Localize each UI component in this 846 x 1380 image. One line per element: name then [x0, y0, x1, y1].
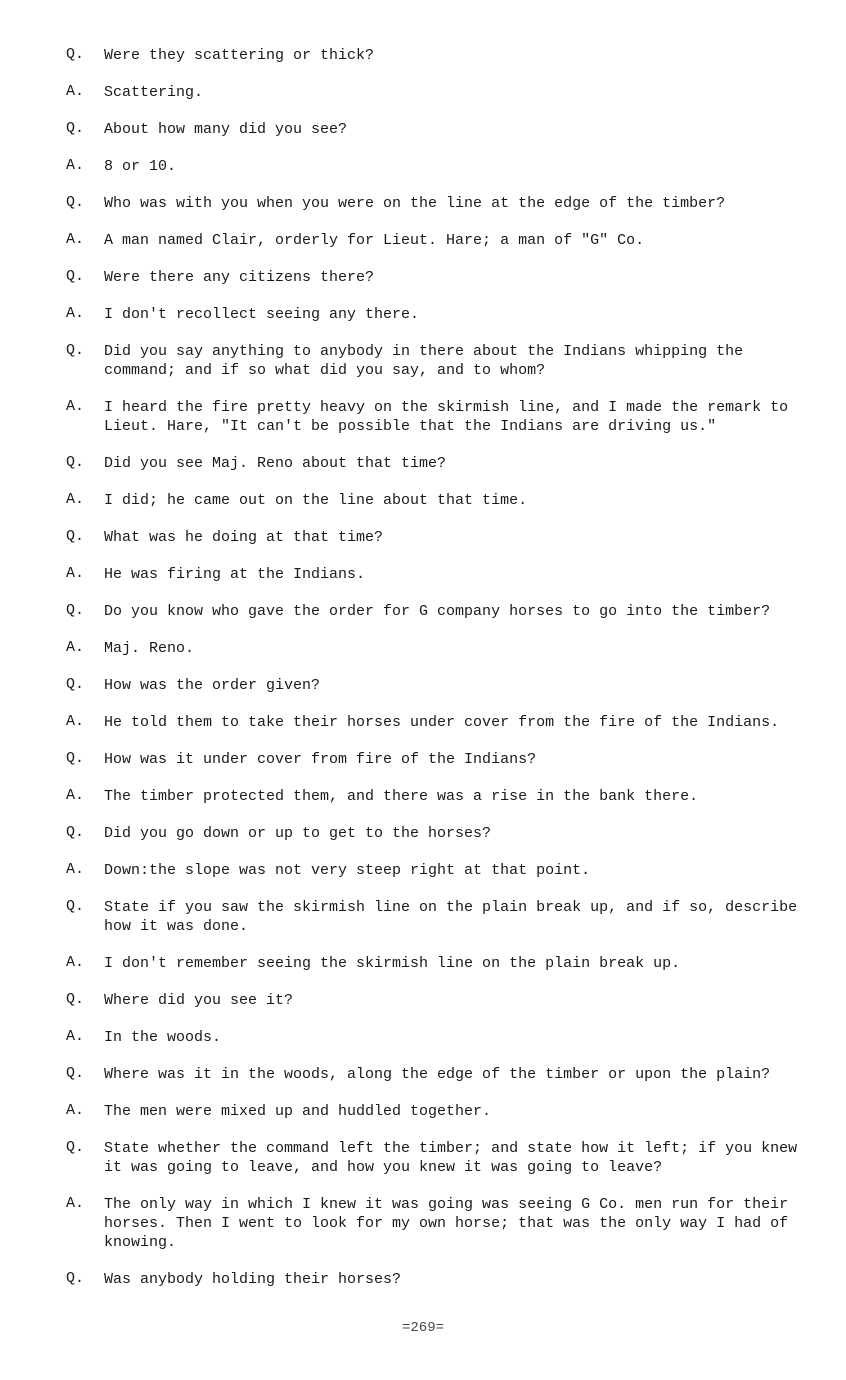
question-entry: [66, 991, 806, 1010]
q-marker: Q.: [66, 342, 85, 359]
question-entry: [66, 750, 806, 769]
question-text: Did you say anything to anybody in there about the Indians whipping the command; and if so what did you say, and to whom?: [104, 343, 744, 379]
answer-text: I don't recollect seeing any there.: [104, 306, 420, 323]
answer-text: In the woods.: [104, 1029, 222, 1046]
question-entry: [66, 268, 806, 287]
question-entry: [66, 342, 806, 380]
question-entry: [66, 120, 806, 139]
q-marker: Q.: [66, 824, 85, 841]
a-marker: A.: [66, 398, 85, 415]
question-text: Was anybody holding their horses?: [104, 1271, 402, 1288]
q-marker: Q.: [66, 898, 85, 915]
a-marker: A.: [66, 639, 85, 656]
question-entry: [66, 1139, 806, 1177]
a-marker: A.: [66, 1102, 85, 1119]
question-text: Where was it in the woods, along the edge of the timber or upon the plain?: [104, 1066, 771, 1083]
answer-text: I did; he came out on the line about that time.: [104, 492, 528, 509]
q-marker: Q.: [66, 1270, 85, 1287]
question-entry: [66, 1270, 806, 1289]
q-marker: Q.: [66, 46, 85, 63]
a-marker: A.: [66, 787, 85, 804]
answer-entry: [66, 1102, 806, 1121]
question-text: Where did you see it?: [104, 992, 294, 1009]
answer-entry: [66, 305, 806, 324]
q-marker: Q.: [66, 194, 85, 211]
question-entry: [66, 454, 806, 473]
a-marker: A.: [66, 491, 85, 508]
question-text: State if you saw the skirmish line on the plain break up, and if so, describe how it was done.: [104, 899, 798, 935]
q-marker: Q.: [66, 454, 85, 471]
question-text: How was the order given?: [104, 677, 321, 694]
page-number: =269=: [401, 1320, 444, 1336]
answer-text: He told them to take their horses under cover from the fire of the Indians.: [104, 714, 780, 731]
question-entry: [66, 528, 806, 547]
answer-text: Maj. Reno.: [104, 640, 195, 657]
question-entry: [66, 194, 806, 213]
answer-entry: [66, 231, 806, 250]
answer-entry: [66, 491, 806, 510]
answer-text: 8 or 10.: [104, 158, 177, 175]
question-text: Did you go down or up to get to the horses?: [104, 825, 492, 842]
a-marker: A.: [66, 157, 85, 174]
answer-text: Scattering.: [104, 84, 204, 101]
answer-entry: [66, 713, 806, 732]
answer-entry: [66, 83, 806, 102]
question-text: Did you see Maj. Reno about that time?: [104, 455, 447, 472]
question-text: Were they scattering or thick?: [104, 47, 375, 64]
answer-text: The only way in which I knew it was going was seeing G Co. men run for their horses. Then I went to look for my own horse; that was the only way I had of knowing.: [104, 1196, 789, 1251]
a-marker: A.: [66, 565, 85, 582]
a-marker: A.: [66, 231, 85, 248]
answer-entry: [66, 1195, 806, 1252]
answer-entry: [66, 398, 806, 436]
q-marker: Q.: [66, 991, 85, 1008]
answer-text: The timber protected them, and there was a rise in the bank there.: [104, 788, 699, 805]
a-marker: A.: [66, 1195, 85, 1212]
q-marker: Q.: [66, 750, 85, 767]
question-text: How was it under cover from fire of the Indians?: [104, 751, 537, 768]
answer-text: He was firing at the Indians.: [104, 566, 366, 583]
answer-entry: [66, 565, 806, 584]
answer-entry: [66, 787, 806, 806]
answer-text: The men were mixed up and huddled together.: [104, 1103, 492, 1120]
question-entry: [66, 46, 806, 65]
question-entry: [66, 898, 806, 936]
question-entry: [66, 824, 806, 843]
answer-entry: [66, 157, 806, 176]
answer-text: I heard the fire pretty heavy on the skirmish line, and I made the remark to Lieut. Hare, "It can't be possible that the Indians are driving us.": [104, 399, 789, 435]
question-text: About how many did you see?: [104, 121, 348, 138]
question-text: What was he doing at that time?: [104, 529, 384, 546]
question-text: Were there any citizens there?: [104, 269, 375, 286]
q-marker: Q.: [66, 676, 85, 693]
answer-entry: [66, 861, 806, 880]
question-text: Do you know who gave the order for G company horses to go into the timber?: [104, 603, 771, 620]
q-marker: Q.: [66, 602, 85, 619]
q-marker: Q.: [66, 268, 85, 285]
a-marker: A.: [66, 1028, 85, 1045]
answer-entry: [66, 954, 806, 973]
question-text: Who was with you when you were on the line at the edge of the timber?: [104, 195, 726, 212]
a-marker: A.: [66, 713, 85, 730]
q-marker: Q.: [66, 528, 85, 545]
q-marker: Q.: [66, 1139, 85, 1156]
a-marker: A.: [66, 305, 85, 322]
answer-text: I don't remember seeing the skirmish line on the plain break up.: [104, 955, 681, 972]
answer-text: A man named Clair, orderly for Lieut. Hare; a man of "G" Co.: [104, 232, 645, 249]
testimony-qa-list: [66, 46, 806, 1289]
question-text: State whether the command left the timber; and state how it left; if you knew it was going to leave, and how you knew it was going to leave?: [104, 1140, 798, 1176]
q-marker: Q.: [66, 1065, 85, 1082]
q-marker: Q.: [66, 120, 85, 137]
a-marker: A.: [66, 954, 85, 971]
question-entry: [66, 1065, 806, 1084]
answer-entry: [66, 1028, 806, 1047]
question-entry: [66, 602, 806, 621]
question-entry: [66, 676, 806, 695]
answer-entry: [66, 639, 806, 658]
a-marker: A.: [66, 861, 85, 878]
answer-text: Down:the slope was not very steep right at that point.: [104, 862, 591, 879]
a-marker: A.: [66, 83, 85, 100]
